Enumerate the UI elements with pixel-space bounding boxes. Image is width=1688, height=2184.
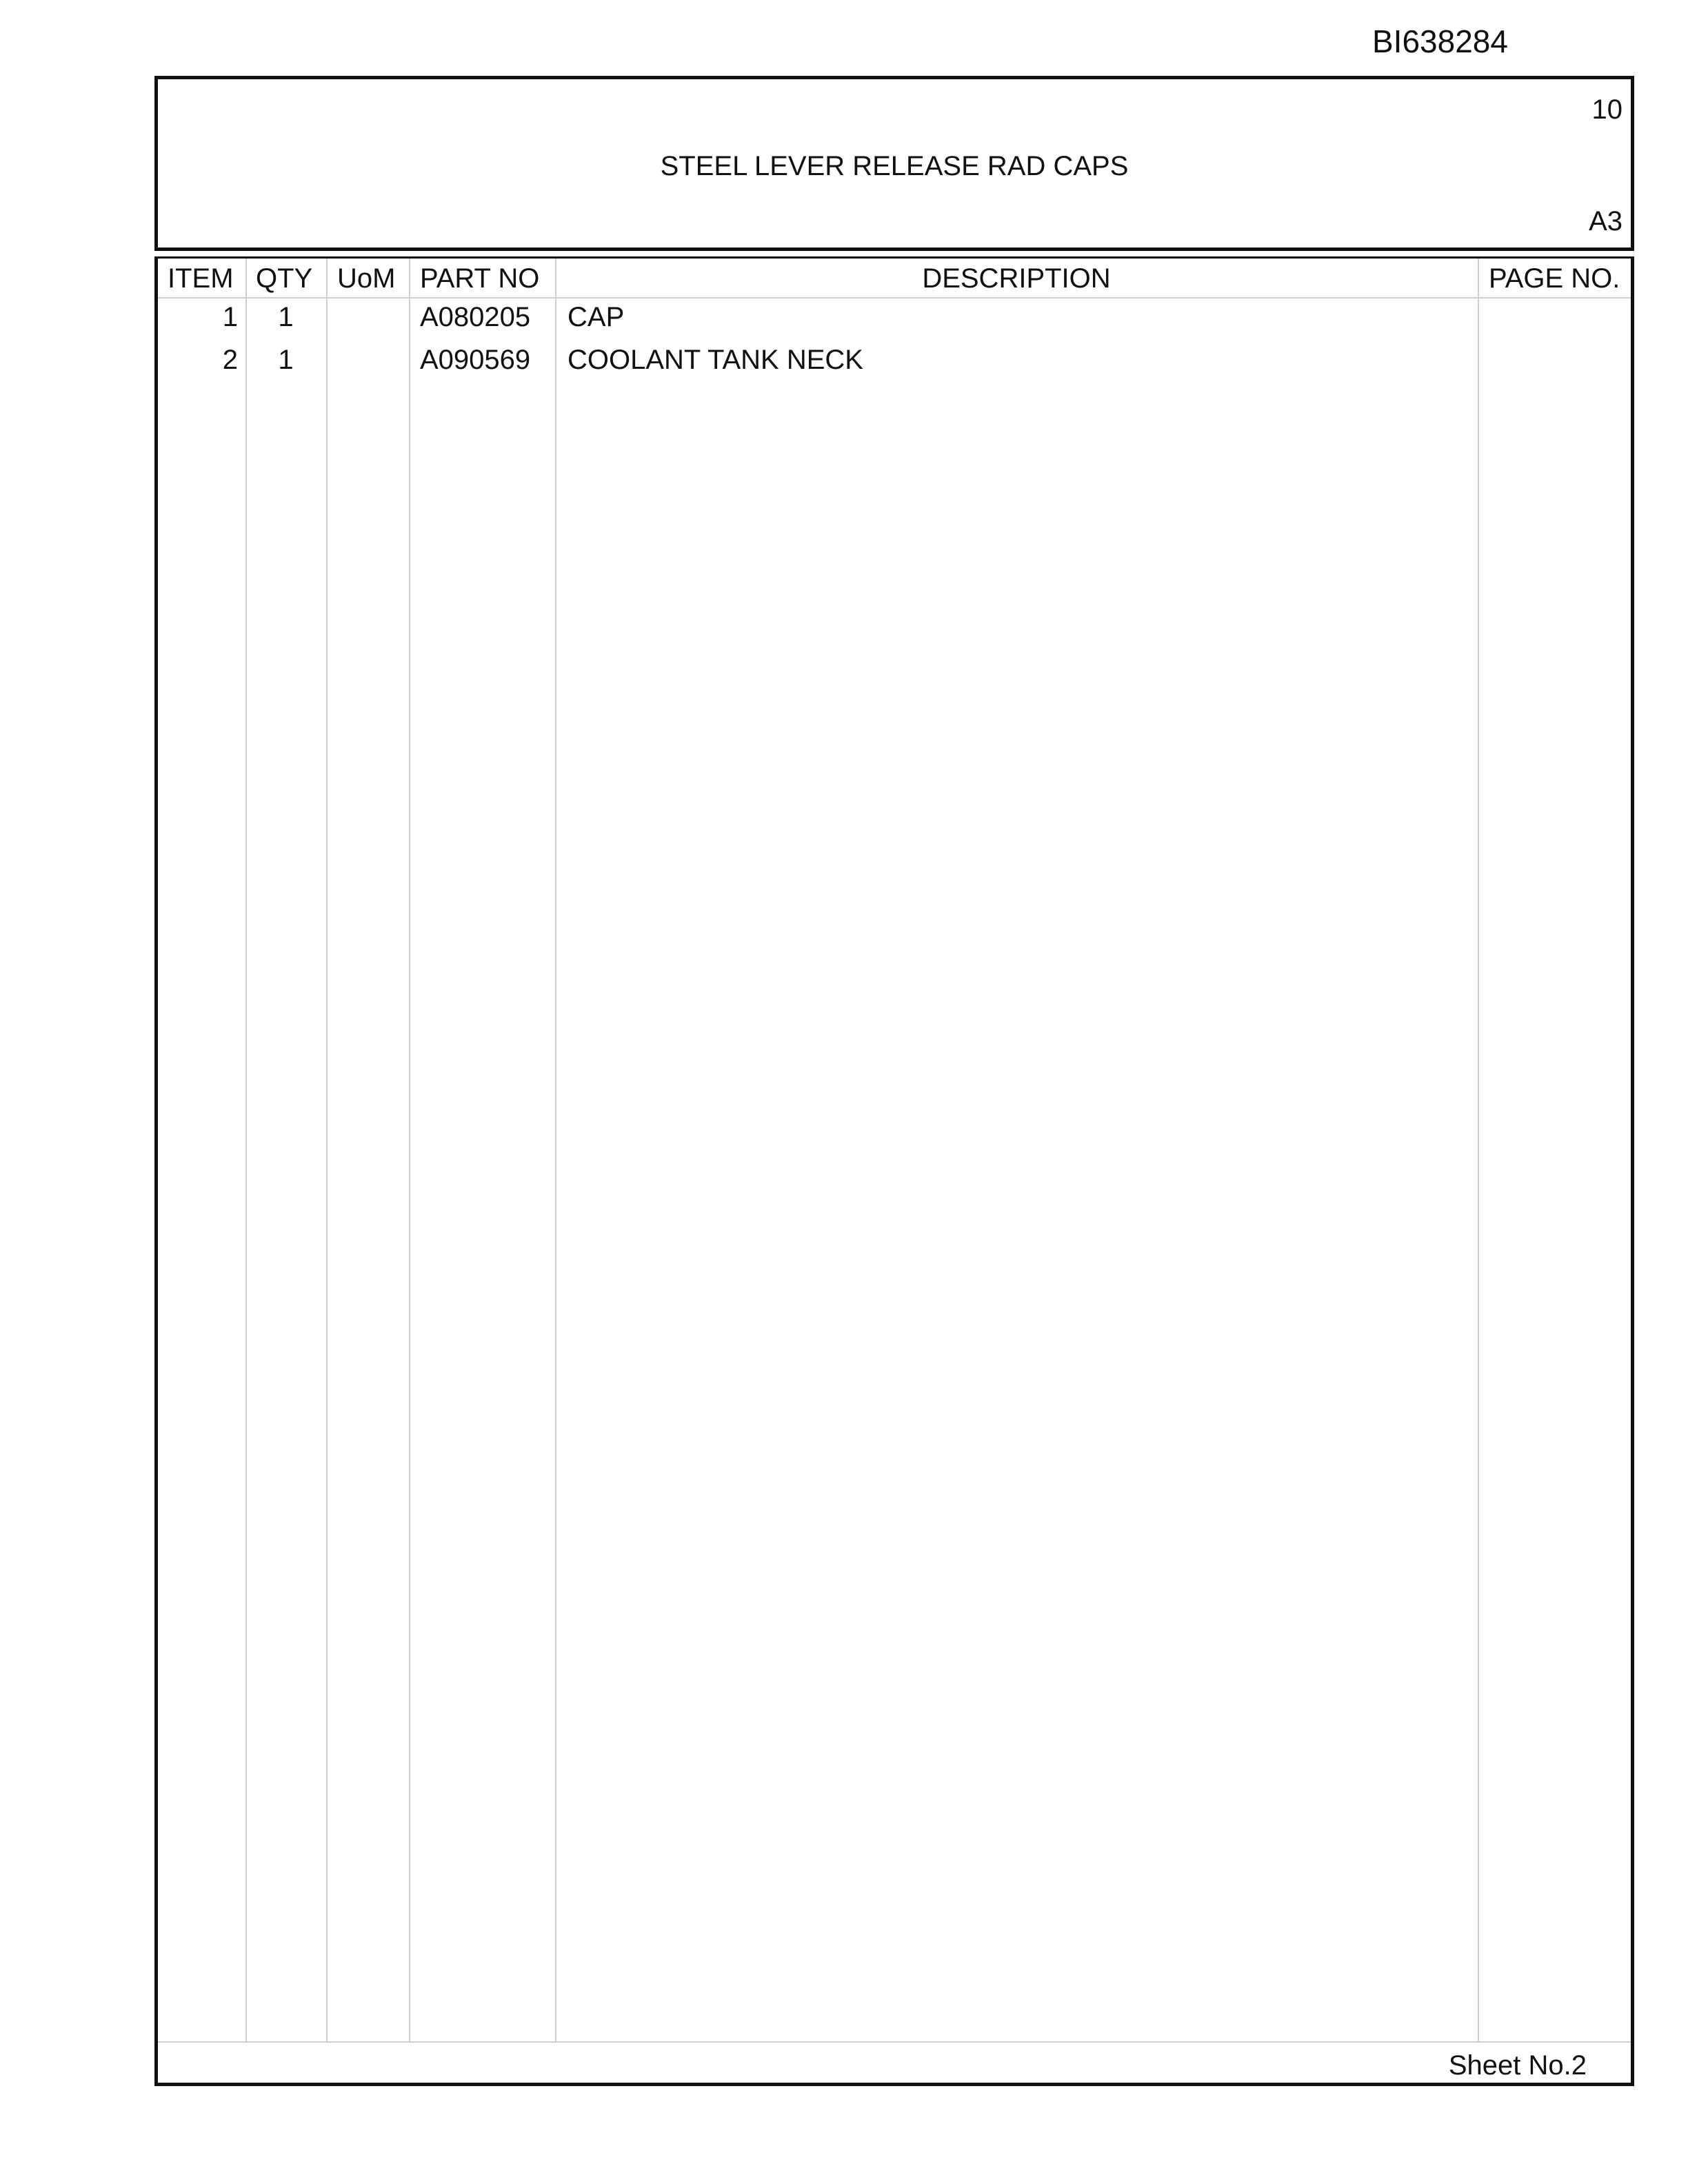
row-part-no: A080205 — [420, 302, 531, 332]
row-item: 2 — [222, 345, 238, 375]
parts-list-table — [154, 256, 1634, 2086]
row-qty: 1 — [278, 345, 294, 375]
row-qty: 1 — [278, 302, 294, 332]
column-divider — [1478, 259, 1479, 2041]
column-divider — [555, 259, 556, 2041]
header-divider — [158, 297, 1631, 299]
document-title: STEEL LEVER RELEASE RAD CAPS — [660, 151, 1129, 181]
column-divider — [409, 259, 410, 2041]
footer-divider — [158, 2041, 1631, 2043]
column-divider — [326, 259, 328, 2041]
row-description: CAP — [567, 302, 625, 332]
header-page-no: PAGE NO. — [1489, 263, 1620, 294]
header-part-no: PART NO — [420, 263, 540, 294]
paper-size: A3 — [1589, 206, 1622, 236]
sheet-number: Sheet No.2 — [1448, 2050, 1587, 2081]
header-qty: QTY — [256, 263, 313, 294]
document-id: BI638284 — [1372, 23, 1508, 59]
row-description: COOLANT TANK NECK — [567, 345, 863, 375]
column-divider — [245, 259, 247, 2041]
title-block — [154, 76, 1634, 251]
row-part-no: A090569 — [420, 345, 531, 375]
header-uom: UoM — [337, 263, 396, 294]
header-description: DESCRIPTION — [922, 263, 1111, 294]
header-item: ITEM — [168, 263, 234, 294]
section-code: 10 — [1591, 94, 1622, 125]
row-item: 1 — [222, 302, 238, 332]
